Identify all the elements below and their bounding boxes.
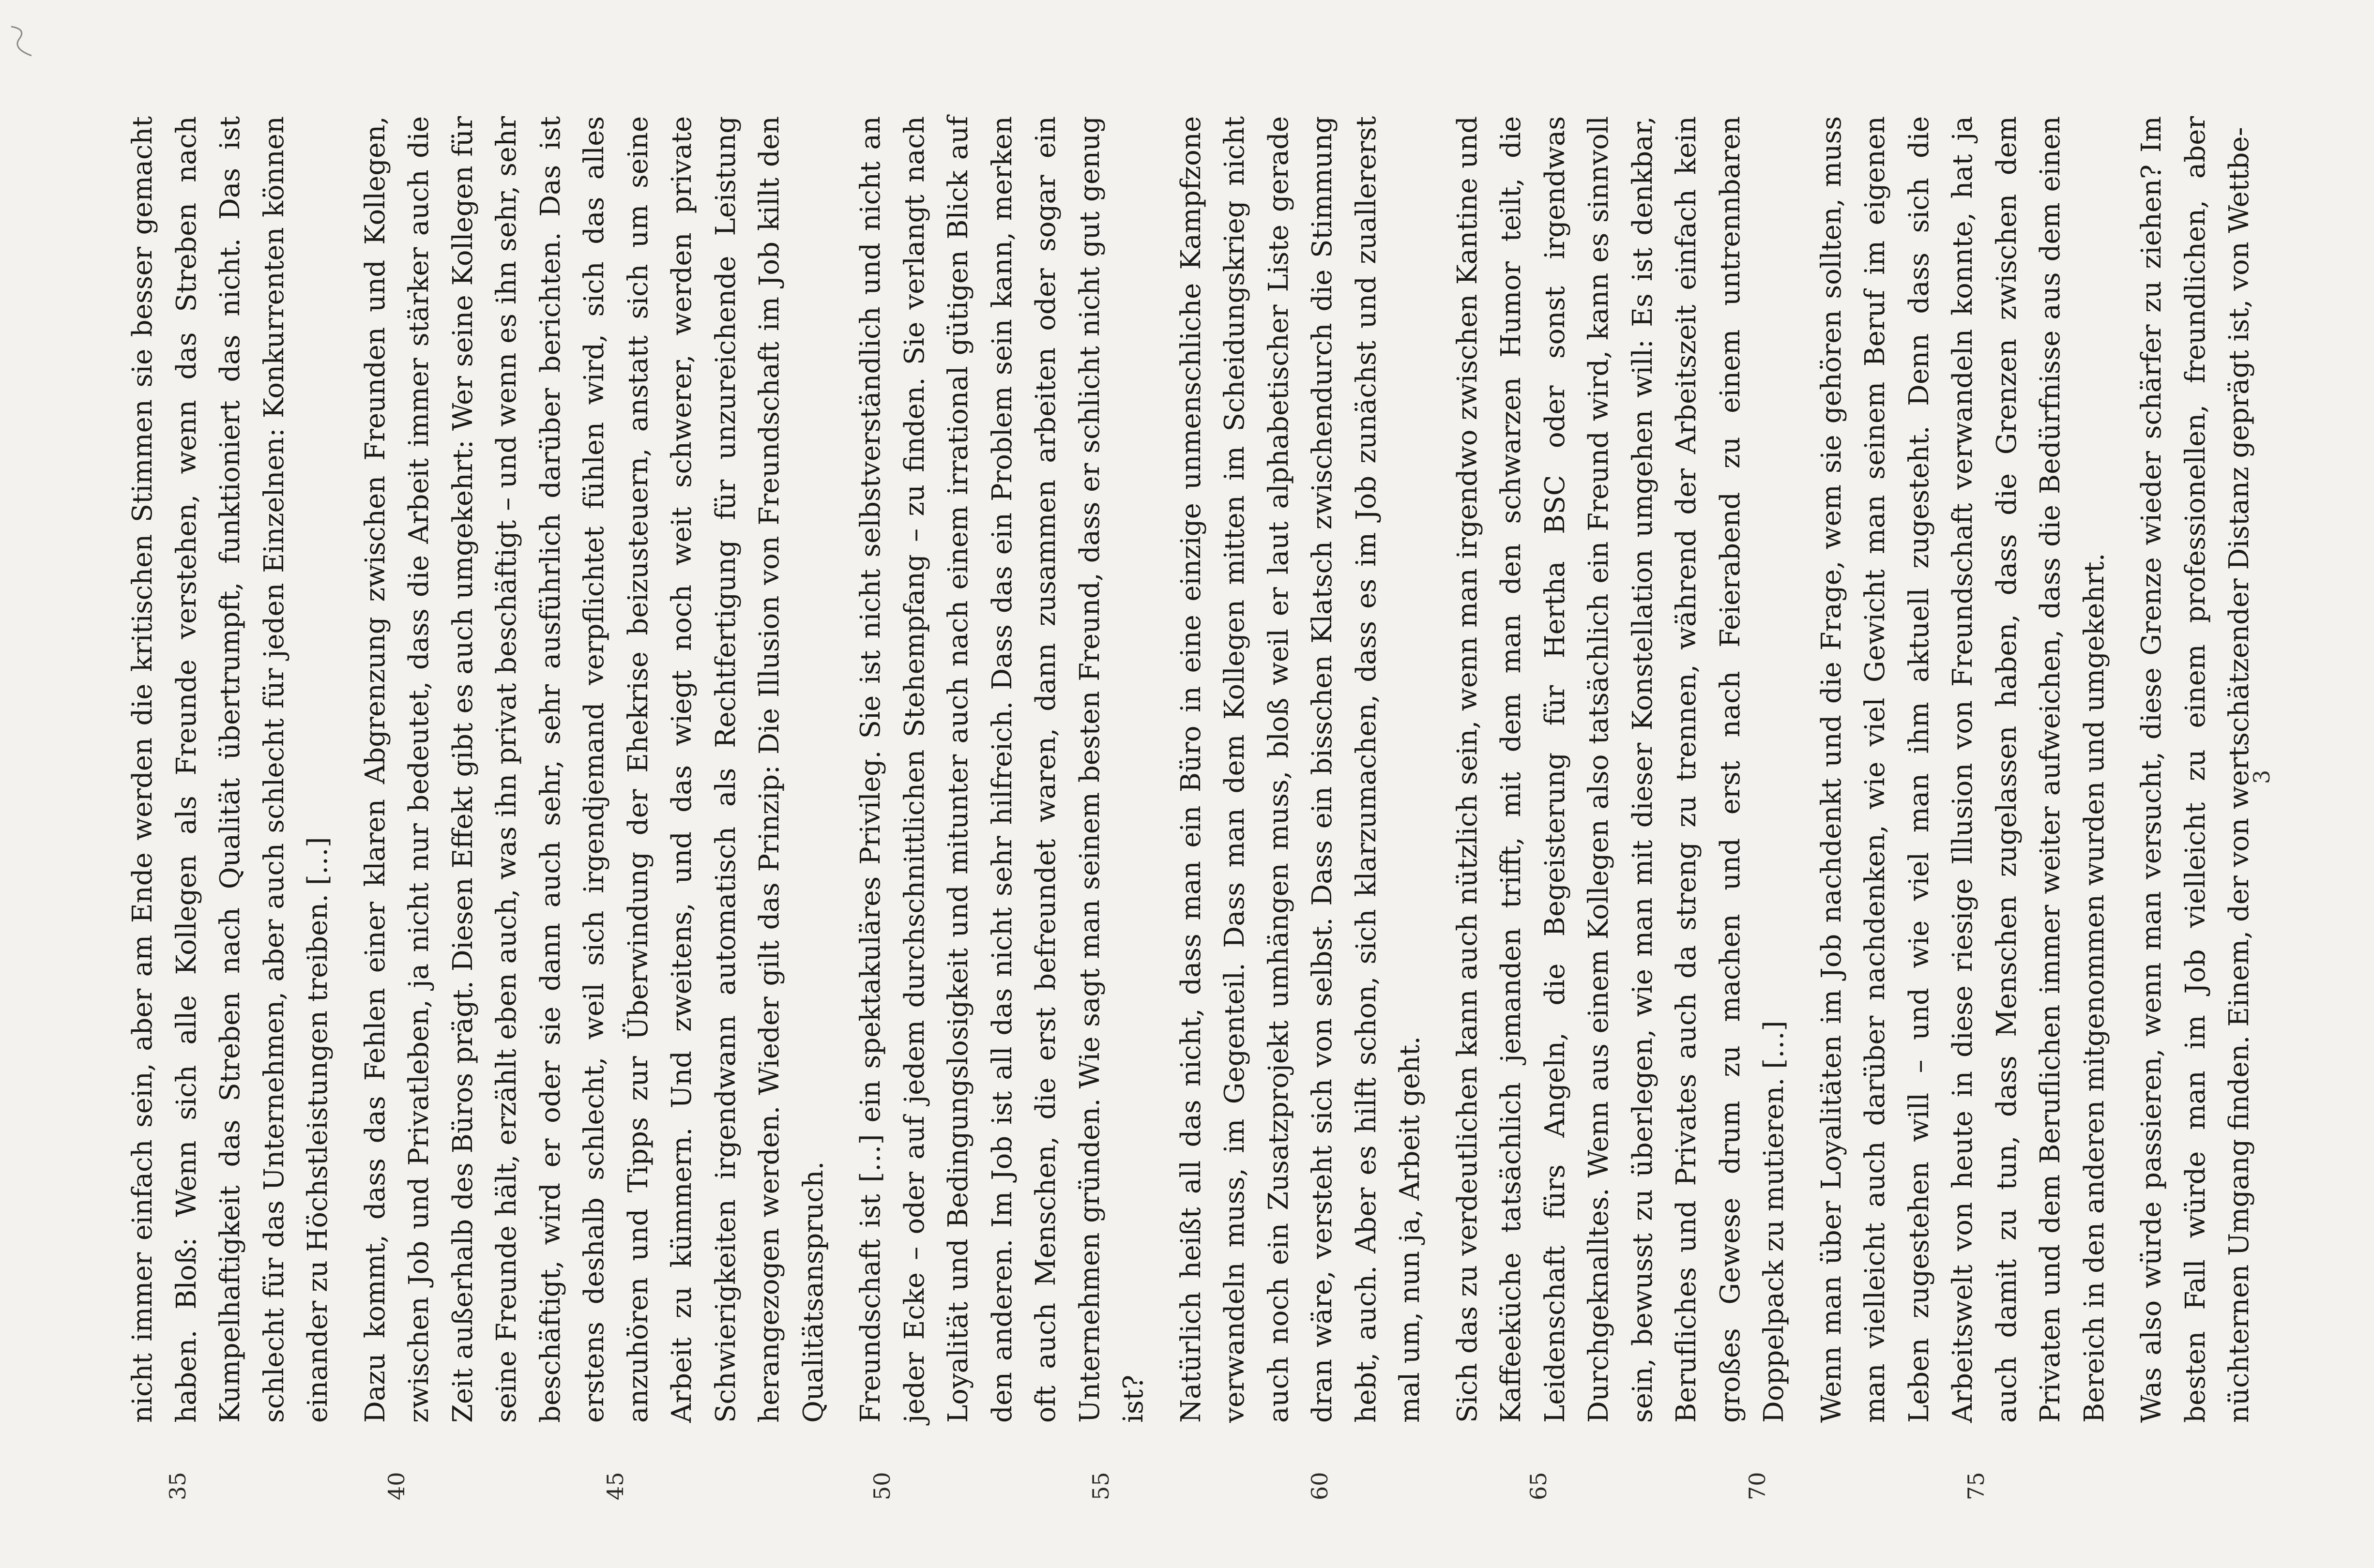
- line-number: 55: [1088, 1472, 1114, 1500]
- paragraph: Dazu kommt, dass das Fehlen einer klaren Abgrenzung zwischen Freunden und Kollegen, zwischen Job und Privatleben, ja nicht nur bedeutet, dass die Arbeit immer stärker auch die Zeit außerhalb des Büros prägt. Diesen Effekt gibt es auch umgekehrt: Wer seine Kollegen für seine Freunde hält, erzählt eben auch, was ihn privat beschäftigt – und wenn es ihn sehr, sehr beschäftigt, wird er oder sie dann auch sehr, sehr ausführlich darüber berichten. Das ist erstens deshalb schlecht, weil sich irgendjemand verpflichtet fühlen wird, sich das alles anzuhören und Tipps zur Überwindung der Ehekrise beizusteuern, anstatt sich um seine Arbeit zu kümmern. Und zweitens, und das wiegt noch weit schwerer, werden private Schwierigkeiten irgendwann automatisch als Rechtfertigung für unzureichende Leistung herangezogen werden. Wieder gilt das Prinzip: Die Illusion von Freundschaft im Job killt den Qualitätsanspruch.: [359, 116, 829, 1423]
- article-body: [121, 116, 2275, 1423]
- scan-mark-icon: [7, 24, 36, 58]
- line-number: 75: [1963, 1472, 1989, 1500]
- line-number-column: [121, 1442, 2251, 1500]
- paragraph: Sich das zu verdeutlichen kann auch nützlich sein, wenn man irgendwo zwischen Kantine und Kaffeeküche tatsächlich jemanden trifft, mit dem man den schwarzen Humor teilt, die Leidenschaft fürs Angeln, die Begeisterung für Hertha BSC oder sonst irgendwas Durchgeknalltes. Wenn aus einem Kollegen also tatsächlich ein Freund wird, kann es sinnvoll sein, bewusst zu überlegen, wie man mit dieser Konstellation umgehen will: Es ist denkbar, Berufliches und Privates auch da streng zu trennen, während der Arbeitszeit einfach kein großes Gewese drum zu machen und erst nach Feierabend zu einem untrennbaren Doppelpack zu mutieren. […]: [1451, 116, 1790, 1423]
- paragraph: Freundschaft ist […] ein spektakuläres Privileg. Sie ist nicht selbstverständlich und nicht an jeder Ecke – oder auf jedem durchschnittlichen Stehempfang – zu finden. Sie verlangt nach Loyalität und Bedingungslosigkeit und mitunter auch nach einem irrational gütigen Blick auf den anderen. Im Job ist all das nicht sehr hilfreich. Dass das ein Problem sein kann, merken oft auch Menschen, die erst befreundet waren, dann zusammen arbeiten oder sogar ein Unternehmen gründen. Wie sagt man seinem besten Freund, dass er schlicht nicht gut genug ist?: [855, 116, 1149, 1423]
- line-number: 70: [1744, 1472, 1770, 1500]
- paragraph: Wenn man über Loyalitäten im Job nachdenkt und die Frage, wem sie gehören sollten, muss man vielleicht auch darüber nachdenken, wie viel Gewicht man seinem Beruf im eigenen Leben zugestehen will – und wie viel man ihm aktuell zugesteht. Denn dass sich die Arbeitswelt von heute in diese riesige Illusion von Freundschaft verwandeln konnte, hat ja auch damit zu tun, dass Menschen zugelassen haben, dass die Grenzen zwischen dem Privaten und dem Beruflichen immer weiter aufweichen, dass die Bedürfnisse aus dem einen Bereich in den anderen mitgenommen wurden und umgekehrt.: [1815, 116, 2110, 1423]
- line-number: 45: [602, 1472, 628, 1500]
- line-number: 50: [869, 1472, 895, 1500]
- page-number: 3: [2249, 769, 2275, 784]
- line-number: 40: [383, 1472, 410, 1500]
- line-number: 35: [165, 1472, 191, 1500]
- line-number: 65: [1525, 1472, 1552, 1500]
- paragraph: Natürlich heißt all das nicht, dass man ein Büro in eine einzige unmenschliche Kampfzone verwandeln muss, im Gegenteil. Dass man dem Kollegen mitten im Scheidungskrieg nicht auch noch ein Zusatzprojekt umhängen muss, bloß weil er laut alphabetischer Liste gerade dran wäre, versteht sich von selbst. Dass ein bisschen Klatsch zwischendurch die Stimmung hebt, auch. Aber es hilft schon, sich klarzumachen, dass es im Job zunächst und zuallererst mal um, nun ja, Arbeit geht.: [1175, 116, 1426, 1423]
- paragraph: Was also würde passieren, wenn man versucht, diese Grenze wieder schärfer zu ziehen? Im besten Fall würde man im Job vielleicht zu einem professionellen, freundlichen, aber nüchternen Umgang finden. Einem, der von wertschätzender Distanz geprägt ist, von Wettbe-: [2136, 116, 2255, 1423]
- line-number: 60: [1307, 1472, 1333, 1500]
- paragraph: nicht immer einfach sein, aber am Ende werden die kritischen Stimmen sie besser gemacht haben. Bloß: Wenn sich alle Kollegen als Freunde verstehen, wenn das Streben nach Kumpelhaftigkeit das Streben nach Qualität übertrumpft, funktioniert das nicht. Das ist schlecht für das Unternehmen, aber auch schlecht für jeden Einzelnen: Konkurrenten können einander zu Höchstleistungen treiben. […]: [127, 116, 334, 1423]
